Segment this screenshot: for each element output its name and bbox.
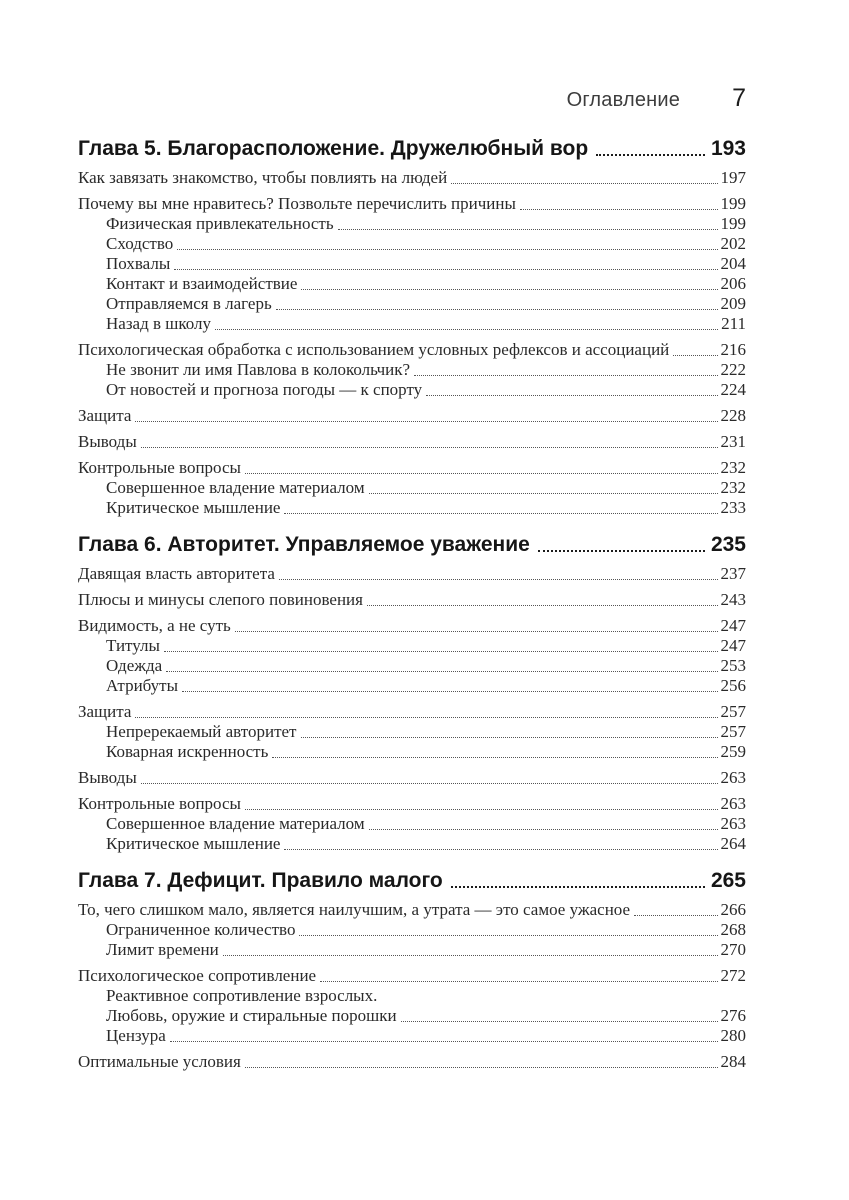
- toc-entry: [78, 900, 746, 920]
- entry-page-number: 253: [720, 656, 746, 675]
- entry-title: Любовь, оружие и стиральные порошки: [106, 1006, 397, 1025]
- entry-title: Лимит времени: [106, 940, 219, 959]
- dot-leader: [596, 154, 705, 156]
- chapter-page-number: 193: [710, 137, 746, 160]
- chapter-heading: [78, 136, 746, 162]
- entry-title: Психологическое сопротивление: [78, 966, 317, 985]
- entry-page-number: 211: [721, 314, 746, 333]
- toc-entry: [78, 722, 746, 742]
- dot-leader: [135, 421, 717, 422]
- entry-title: То, чего слишком мало, является наилучшим, а утрата — это самое ужасное: [78, 900, 631, 919]
- entry-page-number: 264: [720, 834, 746, 853]
- entry-page-number: 202: [720, 234, 746, 253]
- entry-title: Совершенное владение материалом: [106, 478, 365, 497]
- entry-title: Плюсы и минусы слепого повиновения: [78, 590, 363, 609]
- entry-title: Почему вы мне нравитесь? Позвольте перечислить причины: [78, 194, 516, 213]
- toc-entry: [78, 1052, 746, 1072]
- entry-title: Контакт и взаимодействие: [106, 274, 298, 293]
- entry-page-number: 197: [720, 168, 746, 187]
- entry-page-number: 232: [720, 458, 746, 477]
- entry-title: Непререкаемый авторитет: [106, 722, 297, 741]
- entry-page-number: 222: [720, 360, 746, 379]
- entry-title: От новостей и прогноза погоды — к спорту: [106, 380, 423, 399]
- entry-page-number: 199: [720, 194, 746, 213]
- toc-entry: [78, 406, 746, 426]
- entry-title: Назад в школу: [106, 314, 212, 333]
- entry-page-number: 276: [720, 1006, 746, 1025]
- entry-title: Выводы: [78, 768, 137, 787]
- entry-page-number: 224: [720, 380, 746, 399]
- entry-page-number: 231: [720, 432, 746, 451]
- chapter-heading: [78, 532, 746, 558]
- chapter-block: [78, 136, 746, 518]
- entry-page-number: 199: [720, 214, 746, 233]
- dot-leader: [451, 183, 717, 184]
- toc-content: [78, 0, 746, 1072]
- chapter-title: Глава 7. Дефицит. Правило малого: [78, 869, 443, 892]
- dot-leader: [245, 473, 718, 474]
- dot-leader: [135, 717, 717, 718]
- dot-leader: [223, 955, 718, 956]
- entry-page-number: 233: [720, 498, 746, 517]
- dot-leader: [673, 355, 717, 356]
- dot-leader: [301, 737, 718, 738]
- entry-title: Психологическая обработка с использованием условных рефлексов и ассоциаций: [78, 340, 670, 359]
- entry-page-number: 280: [720, 1026, 746, 1045]
- entry-title: Коварная искренность: [106, 742, 269, 761]
- dot-leader: [170, 1041, 718, 1042]
- dot-leader: [164, 651, 718, 652]
- chapter-title: Глава 6. Авторитет. Управляемое уважение: [78, 533, 530, 556]
- toc-entry: [78, 168, 746, 188]
- toc-entry: [78, 676, 746, 696]
- entry-title: Критическое мышление: [106, 834, 281, 853]
- dot-leader: [141, 783, 718, 784]
- entry-title: Видимость, а не суть: [78, 616, 231, 635]
- dot-leader: [272, 757, 717, 758]
- dot-leader: [538, 550, 705, 552]
- dot-leader: [245, 1067, 718, 1068]
- dot-leader: [451, 886, 705, 888]
- entry-title: Отправляемся в лагерь: [106, 294, 272, 313]
- entry-page-number: 216: [720, 340, 746, 359]
- entry-title: Как завязать знакомство, чтобы повлиять на людей: [78, 168, 448, 187]
- dot-leader: [215, 329, 718, 330]
- toc-entry: [78, 986, 746, 1006]
- entry-title: Контрольные вопросы: [78, 458, 241, 477]
- entry-page-number: 243: [720, 590, 746, 609]
- toc-entry: [78, 340, 746, 360]
- entry-page-number: 257: [720, 722, 746, 741]
- dot-leader: [174, 269, 717, 270]
- toc-entry: [78, 294, 746, 314]
- dot-leader: [245, 809, 718, 810]
- entry-page-number: 247: [720, 636, 746, 655]
- entry-page-number: 256: [720, 676, 746, 695]
- entry-page-number: 204: [720, 254, 746, 273]
- entry-page-number: 232: [720, 478, 746, 497]
- chapter-title: Глава 5. Благорасположение. Дружелюбный вор: [78, 137, 589, 160]
- toc-list: [78, 136, 746, 1072]
- entry-title: Защита: [78, 702, 132, 721]
- entry-page-number: 206: [720, 274, 746, 293]
- toc-entry: [78, 214, 746, 234]
- entry-title: Титулы: [106, 636, 160, 655]
- chapter-heading: [78, 868, 746, 894]
- dot-leader: [301, 289, 717, 290]
- dot-leader: [182, 691, 717, 692]
- toc-entry: [78, 940, 746, 960]
- toc-entry: [78, 794, 746, 814]
- toc-entry: [78, 834, 746, 854]
- entry-page-number: 263: [720, 814, 746, 833]
- dot-leader: [276, 309, 718, 310]
- entry-page-number: 266: [720, 900, 746, 919]
- entry-page-number: 237: [720, 564, 746, 583]
- entry-page-number: 247: [720, 616, 746, 635]
- entry-title: Атрибуты: [106, 676, 179, 695]
- dot-leader: [367, 605, 718, 606]
- chapter-block: [78, 532, 746, 854]
- entry-title: Физическая привлекательность: [106, 214, 334, 233]
- chapter-page-number: 235: [710, 533, 746, 556]
- toc-entry: [78, 458, 746, 478]
- dot-leader: [284, 849, 717, 850]
- entry-title: Защита: [78, 406, 132, 425]
- chapter-block: [78, 868, 746, 1072]
- entry-title: Ограниченное количество: [106, 920, 296, 939]
- toc-entry: [78, 1006, 746, 1026]
- dot-leader: [166, 671, 717, 672]
- toc-entry: [78, 360, 746, 380]
- dot-leader: [320, 981, 717, 982]
- entry-page-number: 263: [720, 768, 746, 787]
- toc-entry: [78, 498, 746, 518]
- entry-page-number: 263: [720, 794, 746, 813]
- toc-entry: [78, 768, 746, 788]
- entry-page-number: 284: [720, 1052, 746, 1071]
- page-number: 7: [732, 84, 746, 112]
- toc-entry: [78, 814, 746, 834]
- toc-entry: [78, 966, 746, 986]
- entry-page-number: 228: [720, 406, 746, 425]
- entry-title: Контрольные вопросы: [78, 794, 241, 813]
- dot-leader: [369, 493, 718, 494]
- toc-entry: [78, 274, 746, 294]
- dot-leader: [284, 513, 717, 514]
- toc-entry: [78, 432, 746, 452]
- entry-page-number: 257: [720, 702, 746, 721]
- toc-entry: [78, 380, 746, 400]
- toc-entry: [78, 656, 746, 676]
- toc-entry: [78, 564, 746, 584]
- entry-title: Оптимальные условия: [78, 1052, 241, 1071]
- toc-entry: [78, 636, 746, 656]
- toc-entry: [78, 194, 746, 214]
- toc-entry: [78, 702, 746, 722]
- entry-title: Похвалы: [106, 254, 171, 273]
- dot-leader: [369, 829, 718, 830]
- toc-entry: [78, 920, 746, 940]
- entry-title: Критическое мышление: [106, 498, 281, 517]
- entry-title: Совершенное владение материалом: [106, 814, 365, 833]
- chapter-page-number: 265: [710, 869, 746, 892]
- dot-leader: [634, 915, 717, 916]
- entry-page-number: 270: [720, 940, 746, 959]
- dot-leader: [338, 229, 718, 230]
- entry-title: Не звонит ли имя Павлова в колокольчик?: [106, 360, 411, 379]
- toc-entry: [78, 254, 746, 274]
- dot-leader: [414, 375, 717, 376]
- entry-page-number: 268: [720, 920, 746, 939]
- entry-title: Реактивное сопротивление взрослых.: [106, 986, 378, 1005]
- toc-entry: [78, 616, 746, 636]
- entry-page-number: 272: [720, 966, 746, 985]
- entry-title: Сходство: [106, 234, 174, 253]
- dot-leader: [299, 935, 717, 936]
- entry-page-number: 259: [720, 742, 746, 761]
- page-header: [78, 86, 746, 112]
- dot-leader: [235, 631, 718, 632]
- toc-entry: [78, 234, 746, 254]
- dot-leader: [426, 395, 717, 396]
- running-title: Оглавление: [566, 89, 681, 111]
- dot-leader: [141, 447, 718, 448]
- dot-leader: [401, 1021, 718, 1022]
- entry-title: Давящая власть авторитета: [78, 564, 275, 583]
- toc-entry: [78, 314, 746, 334]
- dot-leader: [177, 249, 717, 250]
- entry-title: Одежда: [106, 656, 163, 675]
- entry-title: Выводы: [78, 432, 137, 451]
- dot-leader: [279, 579, 718, 580]
- toc-entry: [78, 478, 746, 498]
- toc-entry: [78, 590, 746, 610]
- entry-page-number: 209: [720, 294, 746, 313]
- entry-title: Цензура: [106, 1026, 166, 1045]
- toc-entry: [78, 1026, 746, 1046]
- dot-leader: [520, 209, 718, 210]
- toc-entry: [78, 742, 746, 762]
